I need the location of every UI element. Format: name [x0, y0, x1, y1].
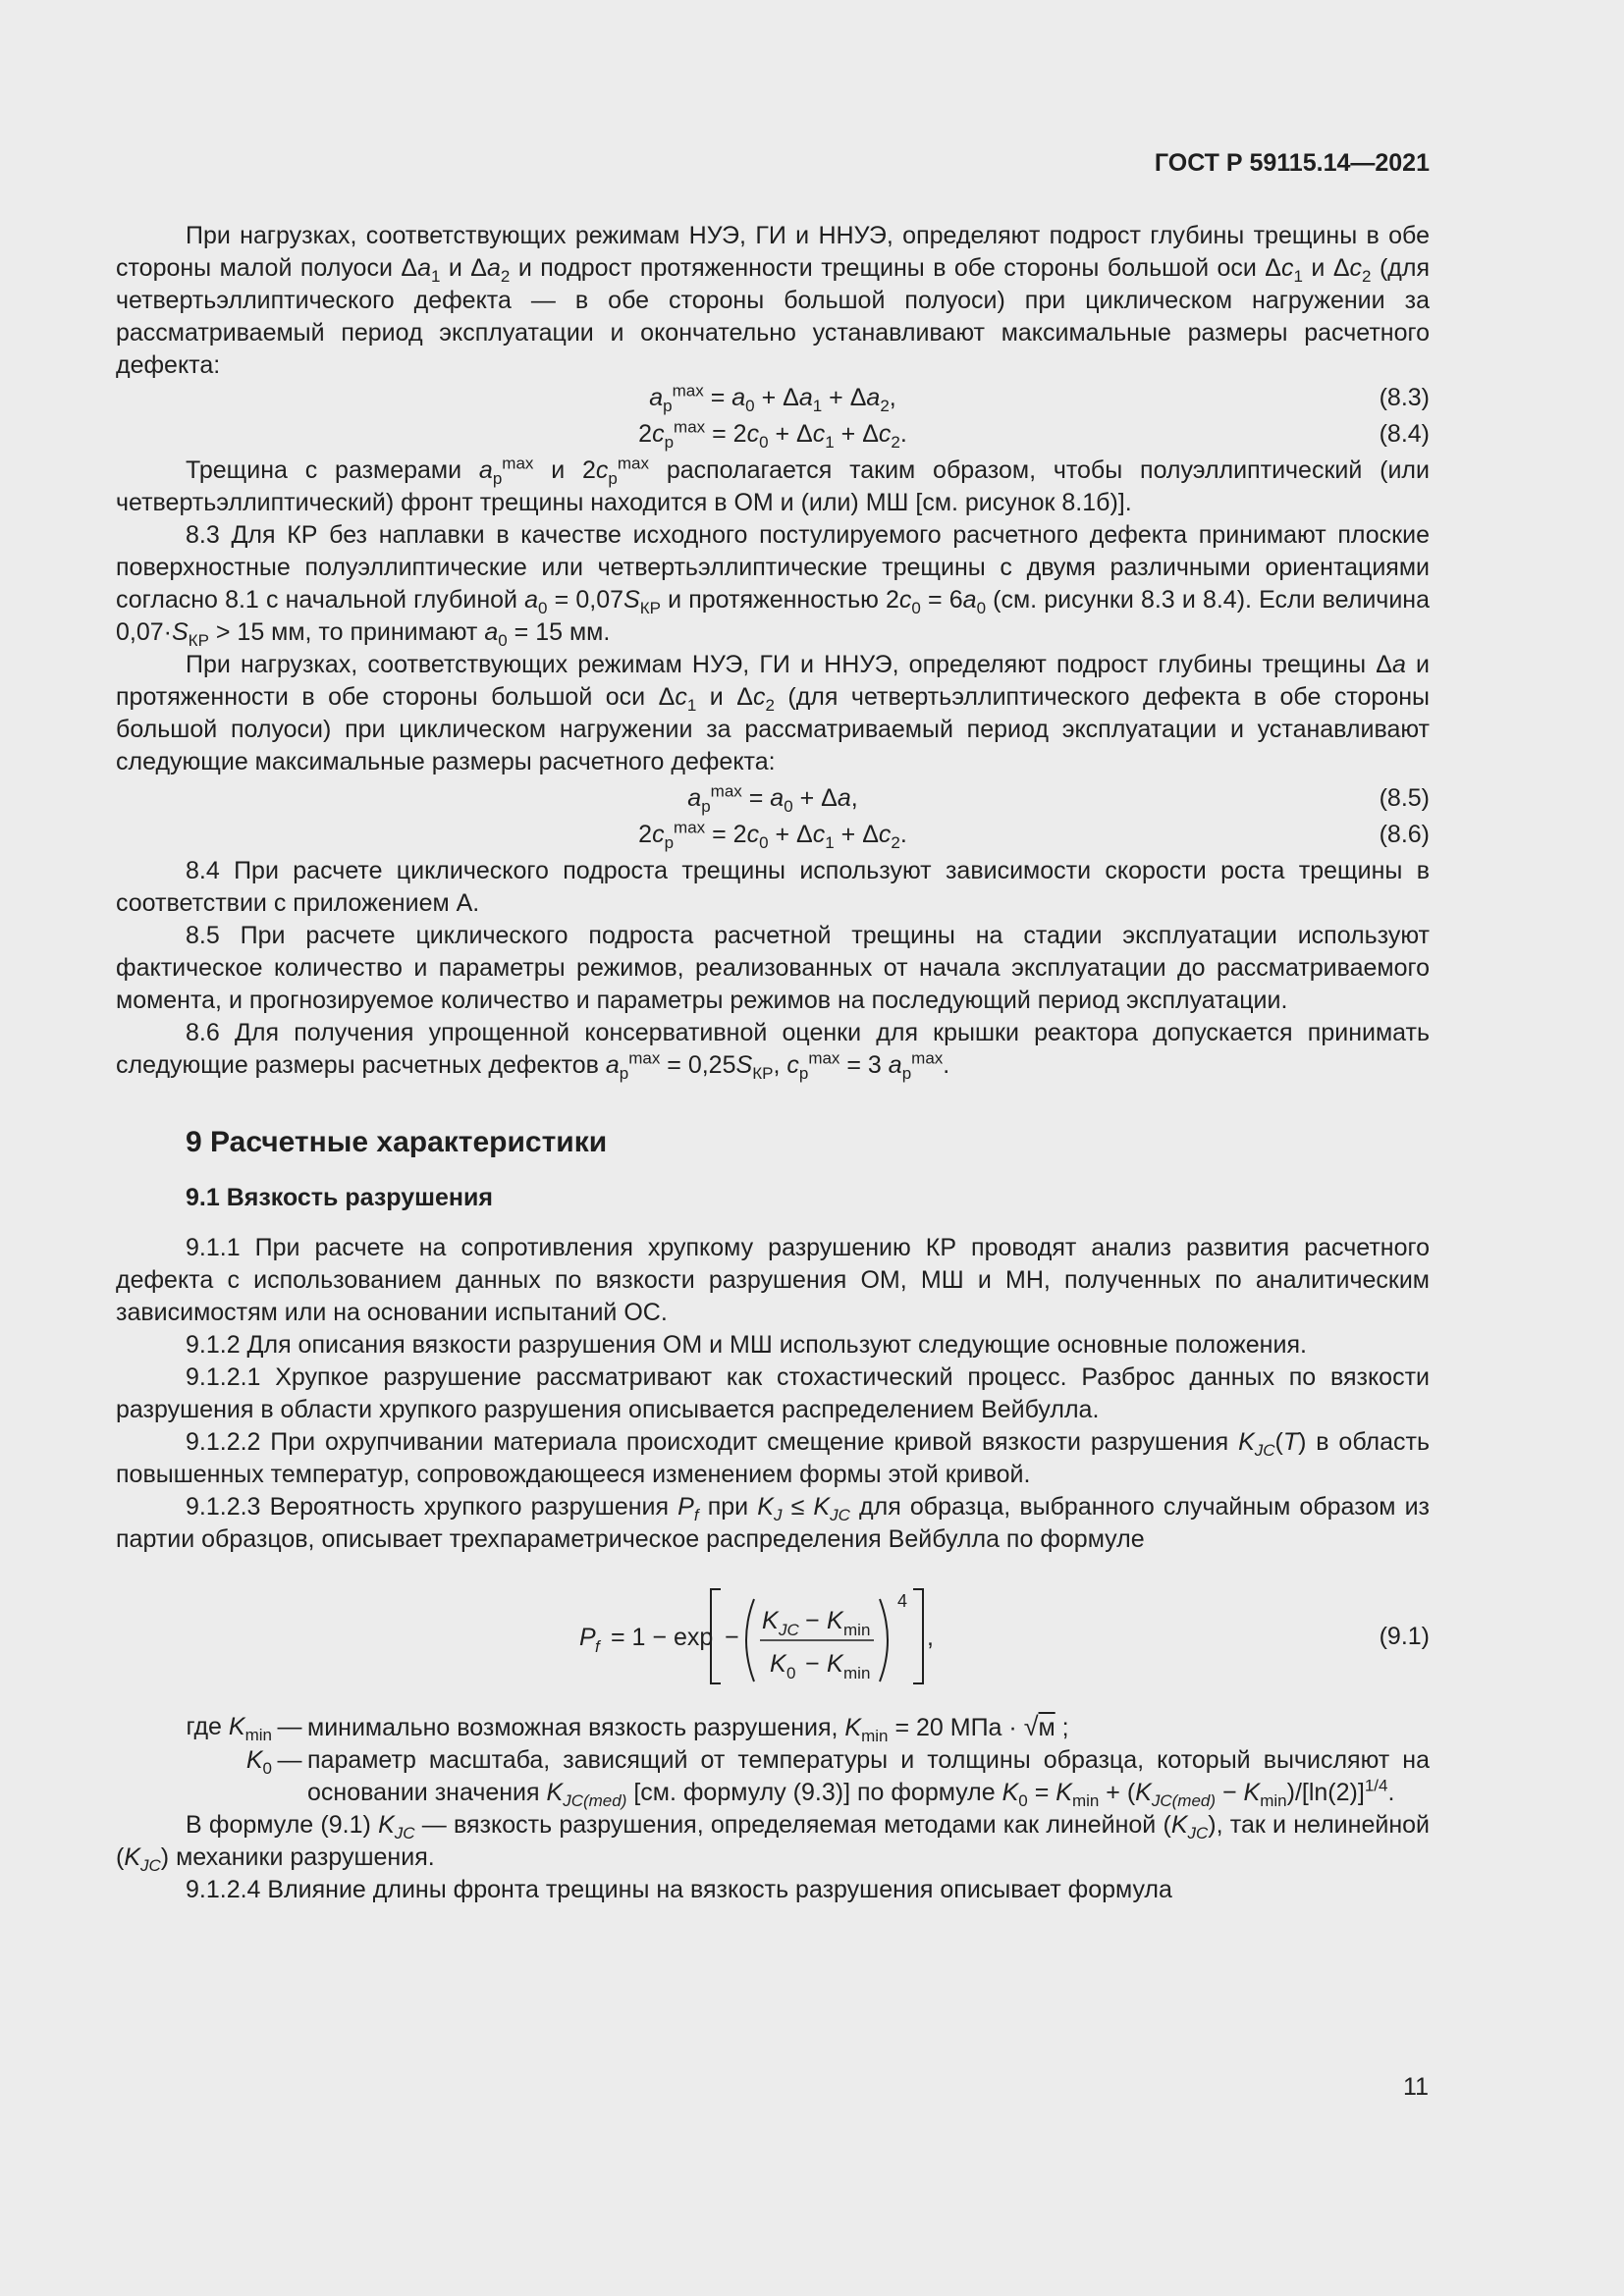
definition-term: где $K_{min}$ [186, 1713, 272, 1744]
definitions-list [116, 1711, 1430, 1809]
definition-row [116, 1744, 1430, 1809]
paragraph-text: При нагрузках, соответствующих режимам НУЭ, ГИ и ННУЭ, определяют подрост глубины трещины Δa и протяженности в обе стороны большой оси $\Delta c_1$ и $\Delta c_2$ (для четвертьэллиптического дефекта в обе стороны большой полуоси) при циклическом нагружении за рассматриваемый период эксплуатации и устанавливают следующие максимальные размеры расчетного дефекта: [116, 651, 1431, 775]
formula-8-6 [116, 819, 1430, 855]
formula-text: $a_p^{max} = a_0 + \Delta a_1 + \Delta a_2$, [649, 381, 896, 415]
definition-dash: — [277, 1713, 302, 1740]
formula-text: $2c_p^{max} = 2c_0 + \Delta c_1 + \Delta c_2$. [638, 818, 907, 852]
svg-text:0: 0 [786, 1664, 796, 1682]
svg-text:JC: JC [779, 1621, 799, 1639]
paragraph-text: 8.6 Для получения упрощенной консервативной оценки для крышки реактора допускается принимать следующие размеры расчетных дефектов $a_p^{max} = 0,25S_{КР}$, $c_p^{max} = 3$ $a_p^{max}$. [116, 1019, 1430, 1083]
formula-9-1 [116, 1581, 1430, 1689]
formula-number: (8.3) [1379, 384, 1430, 411]
paragraph [116, 454, 1430, 519]
formula-8-4 [116, 418, 1430, 454]
paragraph-8-4 [116, 855, 1430, 920]
formula-8-5 [116, 782, 1430, 819]
svg-text:K: K [827, 1650, 843, 1678]
formula-number: (9.1) [1379, 1623, 1430, 1650]
paragraph-8-6 [116, 1017, 1430, 1082]
paragraph-8-3 [116, 519, 1430, 649]
paragraph-8-5 [116, 920, 1430, 1017]
svg-text:P: P [579, 1624, 596, 1651]
svg-text:K: K [762, 1607, 779, 1634]
svg-text:K: K [770, 1650, 786, 1678]
subsection-heading: 9.1 Вязкость разрушения [186, 1184, 493, 1211]
paragraph-text: Трещина с размерами $a_p^{max}$ и $2c_p^{max}$ располагается таким образом, чтобы полуэллиптический (или четвертьэллиптический) фронт трещины находится в ОМ и (или) МШ [см. рисунок 8.1б)]. [116, 454, 1430, 516]
paragraph-text: 9.1.2.4 Влияние длины фронта трещины на вязкость разрушения описывает формула [186, 1876, 1172, 1903]
paragraph-text: В формуле (9.1) $K_{JC}$ — вязкость разрушения, определяемая методами как линейной $(K_{JC})$, так и нелинейной $(K_{JC})$ механики разрушения. [116, 1811, 1431, 1875]
formula-text: $2c_p^{max} = 2c_0 + \Delta c_1 + \Delta c_2$. [638, 417, 907, 452]
definition-text: параметр масштаба, зависящий от температуры и толщины образца, который вычисляют на основании значения $K_{JC(med)}$ [см. формулу (9.3)] по формуле $K_0 = K_{min} + (K_{JC(med)} - K_{min})/[\ln(2)]^{1/4}$. [307, 1746, 1430, 1810]
paragraph-9-1-2-4 [116, 1874, 1430, 1906]
paragraph-9-1-2 [116, 1329, 1430, 1362]
svg-text:−: − [805, 1650, 820, 1678]
page-content [116, 220, 1430, 1906]
paragraph [116, 1809, 1430, 1874]
paragraph-text: 8.3 Для КР без наплавки в качестве исходного постулируемого расчетного дефекта принимают плоские поверхностные полуэллиптические или четвертьэллиптические трещины с двумя различными ориентациями согласно 8.1 с начальной глубиной $a_0 = 0,07S_{КР}$ и протяженностью $2c_0 = 6a_0$ (см. рисунки 8.3 и 8.4). Если величина $0,07\cdot S_{КР} > 15$ мм, то принимают $a_0 = 15$ мм. [116, 521, 1431, 650]
svg-text:−: − [725, 1624, 739, 1651]
paragraph [116, 649, 1430, 778]
formula-8-3 [116, 382, 1430, 418]
svg-text:,: , [927, 1624, 934, 1651]
paragraph-9-1-2-2 [116, 1426, 1430, 1491]
paragraph-text: 9.1.1 При расчете на сопротивления хрупкому разрушению КР проводят анализ развития расчетного дефекта с использованием данных по вязкости разрушения ОМ, МШ и МН, полученных по аналитическим зависимостям или на основании испытаний ОС. [116, 1234, 1430, 1326]
paragraph-text: При нагрузках, соответствующих режимам НУЭ, ГИ и ННУЭ, определяют подрост глубины трещины в обе стороны малой полуоси $\Delta a_1$ и $\Delta a_2$ и подрост протяженности трещины в обе стороны большой оси $\Delta c_1$ и $\Delta c_2$ (для четвертьэллиптического дефекта — в обе стороны большой полуоси) при циклическом нагружении за рассматриваемый период эксплуатации и окончательно устанавливают максимальные размеры расчетного дефекта: [116, 222, 1430, 379]
paragraph-text: 8.4 При расчете циклического подроста трещины используют зависимости скорости роста трещины в соответствии с приложением А. [116, 857, 1430, 917]
formula-number: (8.6) [1379, 821, 1430, 848]
paragraph [116, 220, 1430, 382]
definition-dash: — [277, 1746, 302, 1774]
paragraph-9-1-2-1 [116, 1362, 1430, 1426]
paragraph-9-1-2-3 [116, 1491, 1430, 1556]
definition-text: минимально возможная вязкость разрушения, $K_{min} = 20$ МПа · √м ; [307, 1712, 1069, 1745]
paragraph-text: 9.1.2.1 Хрупкое разрушение рассматривают как стохастический процесс. Разброс данных по вязкости разрушения в области хрупкого разрушения описывается распределением Вейбулла. [116, 1363, 1430, 1423]
svg-text:min: min [843, 1664, 871, 1682]
section-heading: 9 Расчетные характеристики [186, 1126, 608, 1158]
paragraph-text: 9.1.2.2 При охрупчивании материала происходит смещение кривой вязкости разрушения $K_{JC}(T)$ в область повышенных температур, сопровождающееся изменением формы этой кривой. [116, 1428, 1430, 1488]
page-number: 11 [1403, 2073, 1429, 2101]
svg-text:= 1 − exp: = 1 − exp [611, 1624, 714, 1651]
formula-number: (8.4) [1379, 420, 1430, 448]
paragraph-text: 9.1.2.3 Вероятность хрупкого разрушения $P_f$ при $K_J \le K_{JC}$ для образца, выбранного случайным образом из партии образцов, описывает трехпараметрическое распределения Вейбулла по формуле [116, 1493, 1430, 1553]
paragraph-text: 9.1.2 Для описания вязкости разрушения ОМ и МШ используют следующие основные положения. [186, 1331, 1307, 1359]
svg-text:min: min [843, 1621, 871, 1639]
definition-row [116, 1711, 1430, 1744]
document-header: ГОСТ Р 59115.14—2021 [1154, 149, 1430, 177]
svg-text:K: K [827, 1607, 843, 1634]
svg-text:4: 4 [897, 1591, 908, 1611]
paragraph-text: 8.5 При расчете циклического подроста расчетной трещины на стадии эксплуатации используют фактическое количество и параметры режимов, реализованных от начала эксплуатации до рассматриваемого момента, и прогнозируемое количество и параметры режимов на последующий период эксплуатации. [116, 922, 1430, 1014]
svg-text:−: − [805, 1607, 820, 1634]
paragraph-9-1-1 [116, 1232, 1430, 1329]
svg-text:f: f [595, 1637, 600, 1656]
formula-number: (8.5) [1379, 784, 1430, 812]
formula-text: $a_p^{max} = a_0 + \Delta a$, [687, 781, 858, 816]
weibull-formula-graphic [577, 1581, 1088, 1689]
definition-term: $K_0$ [245, 1746, 272, 1778]
